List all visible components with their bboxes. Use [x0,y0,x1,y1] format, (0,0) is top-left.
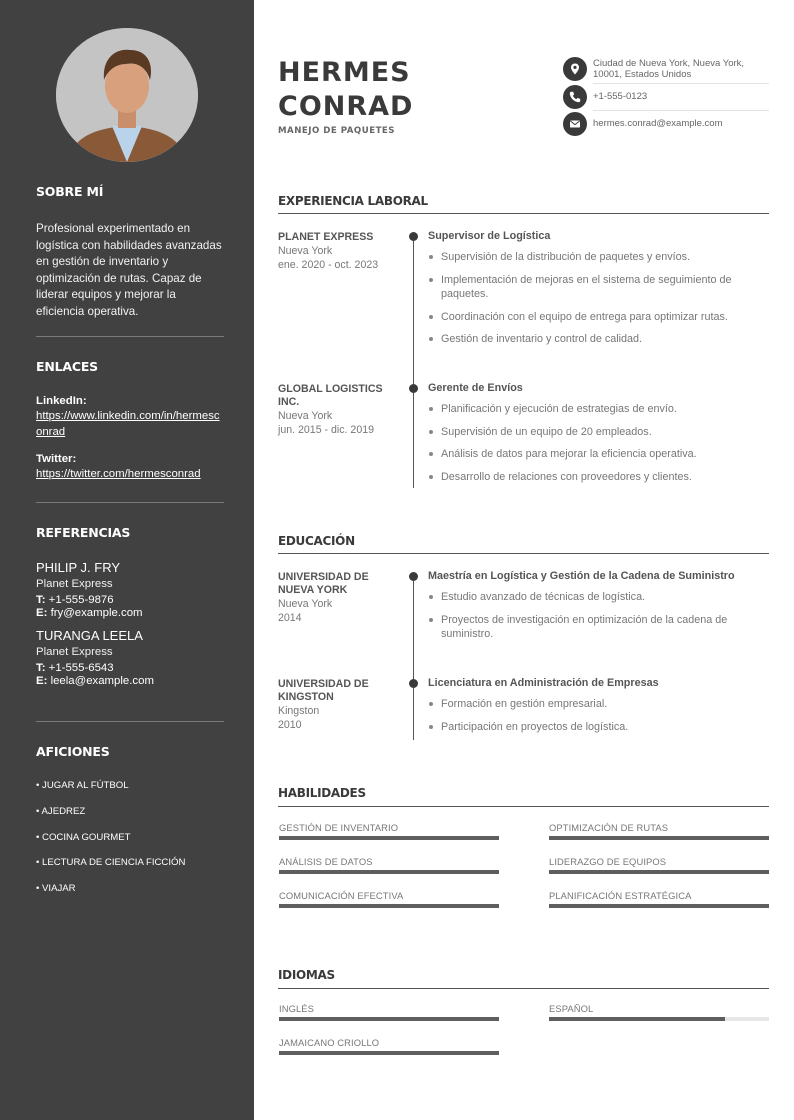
language-label: INGLÉS [279,1003,314,1014]
experience-heading: EXPERIENCIA LABORAL [278,194,428,208]
hobby-item: • COCINA GOURMET [36,831,131,843]
skill-bar-fill [279,870,499,874]
employer-name: GLOBAL LOGISTICS INC. [278,383,383,408]
language-bar [279,1017,499,1021]
language-item [279,1037,499,1055]
hobbies-list [36,780,224,909]
education-point: Proyectos de investigación en optimización de la cadena de suministro. [428,613,769,642]
skill-label: ANÁLISIS DE DATOS [279,856,373,867]
education-points [428,590,769,642]
language-item [279,1003,499,1021]
reference-item [36,628,224,687]
address-text: Ciudad de Nueva York, Nueva York, 10001, Estados Unidos [593,57,745,80]
education-point: Participación en proyectos de logística. [428,720,769,735]
sidebar [0,0,254,1120]
skill-bar [549,836,769,840]
contact-address [563,57,769,81]
link-twitter [36,453,224,483]
language-bar-fill [549,1017,725,1021]
duties-list [428,402,769,484]
name-last: CONRAD [278,91,414,122]
skill-label: OPTIMIZACIÓN DE RUTAS [549,822,669,833]
duty-item: Implementación de mejoras en el sistema de seguimiento de paquetes. [428,273,769,302]
timeline-dot [409,384,418,393]
section-rule [278,213,769,214]
education-heading: EDUCACIÓN [278,534,355,548]
reference-name: PHILIP J. FRY [36,560,121,575]
skills-heading: HABILIDADES [278,786,366,800]
education-entry-meta [278,678,396,732]
phone-value: +1-555-6543 [48,662,114,674]
skill-bar-fill [279,904,499,908]
phone-text: +1-555-0123 [593,91,648,103]
language-bar-fill [279,1017,499,1021]
hobby-item: • AJEDREZ [36,805,86,817]
education-point: Formación en gestión empresarial. [428,697,769,712]
experience-entry-details [428,230,769,355]
language-bar [549,1017,769,1021]
duty-item: Planificación y ejecución de estrategias de envío. [428,402,769,417]
degree-title: Licenciatura en Administración de Empresas [428,677,659,689]
duty-item: Supervisión de la distribución de paquetes y envíos. [428,250,769,265]
employment-dates: jun. 2015 - dic. 2019 [278,424,375,436]
links-section [36,359,224,483]
hobbies-heading: AFICIONES [36,744,110,759]
profile-photo-illustration [56,28,198,162]
graduation-year: 2014 [278,612,302,624]
language-bar [279,1051,499,1055]
skill-bar-fill [549,836,769,840]
hobbies-section [36,744,224,909]
about-section [36,184,224,320]
institution-name: UNIVERSIDAD DE NUEVA YORK [278,571,369,596]
skill-label: GESTIÓN DE INVENTARIO [279,822,399,833]
skill-item [279,890,499,908]
contact-phone [563,85,769,109]
skill-label: PLANIFICACIÓN ESTRATÉGICA [549,890,692,901]
employer-location: Nueva York [278,245,333,257]
section-rule [278,806,769,807]
phone-icon [563,85,587,109]
duty-item: Coordinación con el equipo de entrega para optimizar rutas. [428,310,769,325]
email-label: E: [36,675,48,687]
about-heading: SOBRE MÍ [36,184,104,199]
experience-entry-details [428,382,769,492]
references-heading: REFERENCIAS [36,525,131,540]
name-first: HERMES [278,57,411,88]
hobby-item: • JUGAR AL FÚTBOL [36,780,129,791]
sidebar-divider [36,502,224,503]
employment-dates: ene. 2020 - oct. 2023 [278,259,379,271]
skill-bar-fill [549,870,769,874]
education-points [428,697,769,734]
experience-entry-meta [278,231,396,272]
hobby-item: • VIAJAR [36,883,76,895]
envelope-icon [563,112,587,136]
language-item [549,1003,769,1021]
position-title: Supervisor de Logística [428,230,551,242]
education-timeline [413,576,414,740]
phone-value: +1-555-9876 [48,594,114,606]
institution-location: Kingston [278,705,320,717]
position-title: Gerente de Envíos [428,382,523,394]
section-rule [278,553,769,554]
hobby-item: • LECTURA DE CIENCIA FICCIÓN [36,857,186,869]
about-text: Profesional experimentado en logística con habilidades avanzadas en gestión de inventario y optimización de rutas. Capaz de liderar equipos y mejorar la eficiencia operativa. [36,222,222,318]
reference-company: Planet Express [36,646,113,658]
linkedin-label: LinkedIn: [36,395,87,407]
employer-location: Nueva York [278,410,333,422]
timeline-dot [409,232,418,241]
email-value: leela@example.com [50,675,154,687]
education-entry-details [428,677,769,742]
institution-name: UNIVERSIDAD DE KINGSTON [278,678,369,703]
timeline-dot [409,572,418,581]
phone-label: T: [36,662,46,674]
education-entry-details [428,570,769,650]
twitter-label: Twitter: [36,453,77,465]
graduation-year: 2010 [278,719,302,731]
map-pin-icon [563,57,587,81]
language-bar-fill [279,1051,499,1055]
twitter-url[interactable]: https://twitter.com/hermesconrad [36,468,201,480]
duty-item: Supervisión de un equipo de 20 empleados. [428,425,769,440]
reference-phone [36,662,224,674]
skill-bar [279,836,499,840]
skill-bar [549,870,769,874]
linkedin-url[interactable]: https://www.linkedin.com/in/hermesconrad [36,410,220,438]
email-text: hermes.conrad@example.com [593,118,723,130]
phone-label: T: [36,594,46,606]
duty-item: Gestión de inventario y control de calidad. [428,332,769,347]
reference-company: Planet Express [36,578,113,590]
skill-bar-fill [549,904,769,908]
sidebar-divider [36,336,224,337]
skill-bar-fill [279,836,499,840]
skill-bar [279,870,499,874]
duty-item: Análisis de datos para mejorar la eficiencia operativa. [428,447,769,462]
sidebar-divider [36,721,224,722]
employer-name: PLANET EXPRESS [278,231,374,243]
skill-item [279,822,499,840]
duties-list [428,250,769,347]
link-linkedin [36,395,224,440]
reference-email [36,607,224,619]
skill-label: COMUNICACIÓN EFECTIVA [279,890,404,901]
email-value: fry@example.com [50,607,143,619]
education-point: Estudio avanzado de técnicas de logística. [428,590,769,605]
institution-location: Nueva York [278,598,333,610]
language-label: JAMAICANO CRIOLLO [279,1037,380,1048]
skill-item [279,856,499,874]
person-name [278,56,413,124]
languages-heading: IDIOMAS [278,968,335,982]
timeline-dot [409,679,418,688]
experience-timeline [413,236,414,488]
section-rule [278,988,769,989]
skill-bar [279,904,499,908]
contact-divider [593,83,769,84]
contact-divider [593,110,769,111]
experience-entry-meta [278,383,396,437]
skill-item [549,856,769,874]
skill-bar [549,904,769,908]
skill-label: LIDERAZGO DE EQUIPOS [549,856,667,867]
skill-item [549,890,769,908]
reference-phone [36,594,224,606]
references-section [36,525,224,687]
reference-item [36,560,224,619]
language-label: ESPAÑOL [549,1003,594,1014]
job-title: MANEJO DE PAQUETES [278,126,395,136]
duty-item: Desarrollo de relaciones con proveedores y clientes. [428,470,769,485]
reference-name: TURANGA LEELA [36,628,143,643]
email-label: E: [36,607,48,619]
contact-email [563,112,769,136]
links-heading: ENLACES [36,359,98,374]
reference-email [36,675,224,687]
profile-photo [56,28,198,162]
degree-title: Maestría en Logística y Gestión de la Cadena de Suministro [428,570,735,582]
education-entry-meta [278,571,396,625]
skill-item [549,822,769,840]
